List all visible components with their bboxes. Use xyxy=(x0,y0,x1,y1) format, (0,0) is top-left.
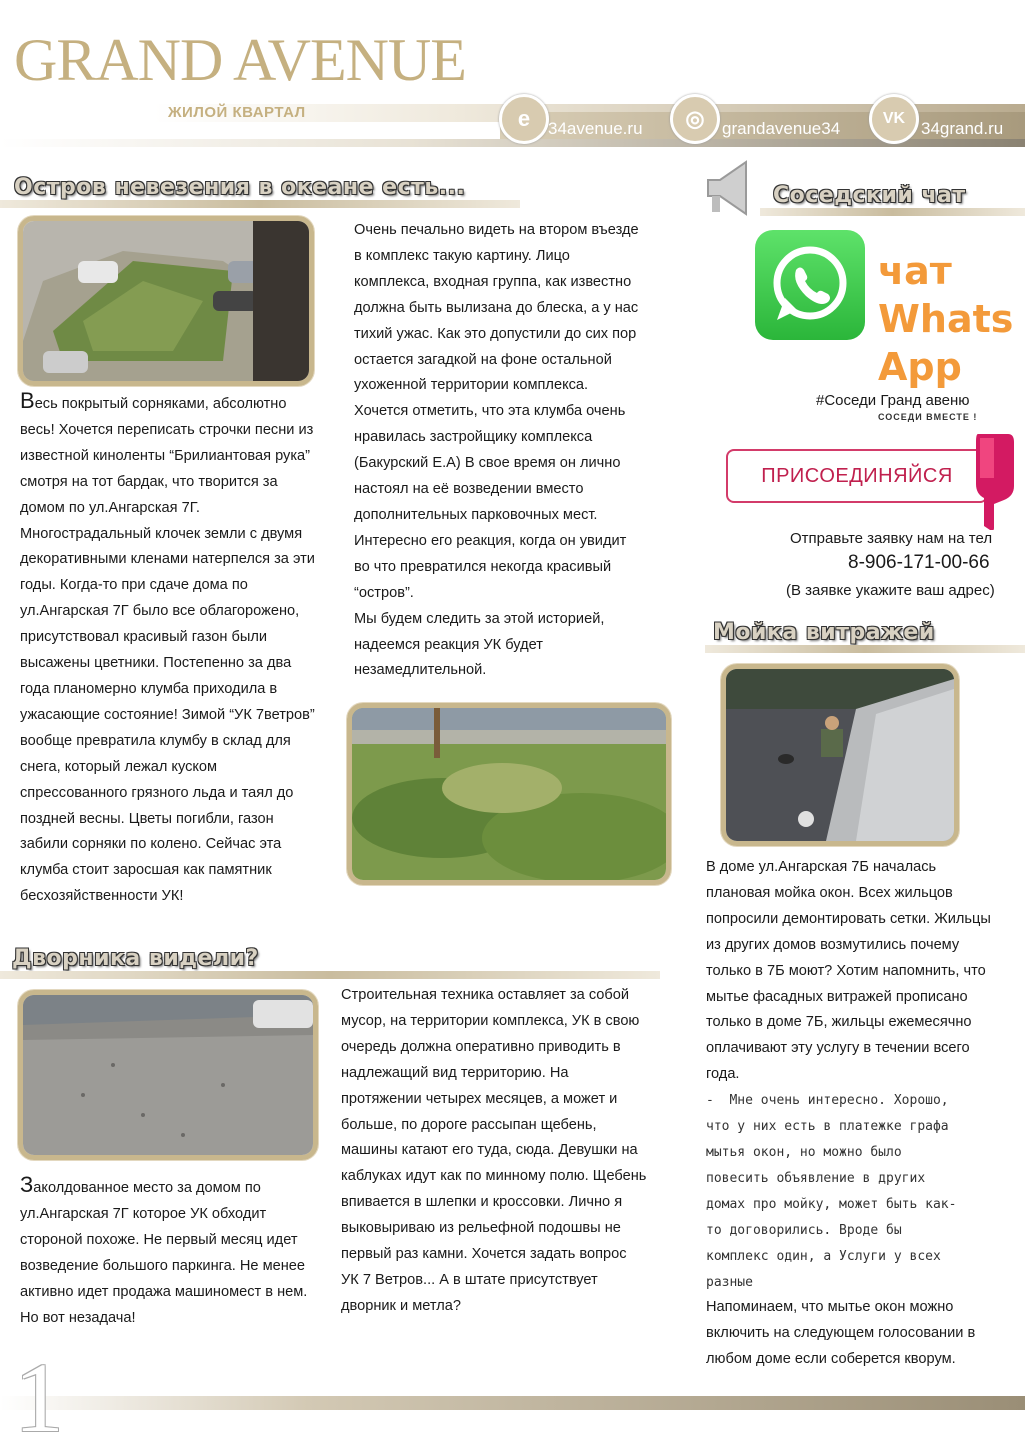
social-link-instagram[interactable]: grandavenue34 xyxy=(722,119,841,138)
quote-line: то договорились. Вроде бы xyxy=(706,1222,902,1238)
text-line: настоял на её возведении вместо xyxy=(354,481,584,498)
section-rule xyxy=(0,971,660,979)
text-line xyxy=(20,388,350,418)
text-line: комплекса, входная группа, как известно xyxy=(354,273,632,290)
social-link-website[interactable]: 34avenue.ru xyxy=(548,119,643,138)
text-line: машины катают его туда, сюда. Девушки на xyxy=(341,1142,638,1159)
text-line: забили сорняки по колено. Сейчас эта xyxy=(20,836,282,853)
text-line: в комплекс такую картину. Лицо xyxy=(354,247,570,264)
text-line: остается загадкой на фоне остальной xyxy=(354,351,612,368)
article-island-left xyxy=(20,388,350,910)
text-line: вообще превратила клумбу в склад для xyxy=(20,732,291,749)
quote-line: разные xyxy=(706,1274,753,1290)
whatsapp-word-whats: Whats xyxy=(878,297,1014,341)
text-line: очередь должна оперативно приводить в xyxy=(341,1038,621,1055)
text-line: возведение большого паркинга. Не менее xyxy=(20,1257,306,1274)
text-line: попросили демонтировать сетки. Жильцы xyxy=(706,910,991,927)
text-line: только в доме 7Б, жильцы ежемесячно xyxy=(706,1014,972,1031)
quote-line: мытья окон, но можно было xyxy=(706,1144,902,1160)
section-rule xyxy=(760,208,1025,216)
photo-flowerbed-weeds xyxy=(347,703,671,885)
address-note: (В заявке укажите ваш адрес) xyxy=(786,582,995,599)
window-washing-image xyxy=(726,669,954,841)
photo-gravel-road xyxy=(18,990,318,1160)
text-line-rest: аколдованное место за домом по xyxy=(33,1180,261,1196)
text-line: оплачивают эту услугу в течении всего xyxy=(706,1040,970,1057)
send-request-line: Отправьте заявку нам на тел xyxy=(790,530,993,547)
text-line: Хочется отметить, что эта клумба очень xyxy=(354,403,626,420)
whatsapp-logo[interactable] xyxy=(755,230,865,340)
quote-line: - Мне очень интересно. Хорошо, xyxy=(706,1093,949,1109)
text-line: любом доме если соберется кворум. xyxy=(706,1351,956,1368)
instagram-icon[interactable]: ◎ xyxy=(670,94,720,144)
photo-window-washing xyxy=(721,664,959,846)
text-line: Очень печально видеть на втором въезде xyxy=(354,222,639,238)
text-line: первый раз камни. Хочется задать вопрос xyxy=(341,1246,627,1263)
text-line: незамедлительной. xyxy=(354,662,487,679)
text-line: Интересно его реакция, когда он увидит xyxy=(354,532,627,549)
text-line: активно идет продажа машиномест в нем. xyxy=(20,1283,308,1300)
text-line: клумба стоит заросшая как памятник xyxy=(20,862,272,879)
section-title-janitor: Дворника видели? xyxy=(12,946,259,971)
quote-line: домах про мойку, может быть как- xyxy=(706,1196,957,1212)
text-line: известной киноленты “Брилиантовая рука” xyxy=(20,447,311,464)
text-line: из других домов возмутились почему xyxy=(706,936,960,953)
section-title-windows: Мойка витражей xyxy=(713,620,935,645)
text-line: мусор, на территории комплекса, УК в свою xyxy=(341,1012,640,1029)
drop-cap: В xyxy=(20,388,35,413)
text-line: дворник и метла? xyxy=(341,1297,461,1314)
whatsapp-word-app: App xyxy=(878,345,962,389)
chat-tagline: СОСЕДИ ВМЕСТЕ ! xyxy=(878,412,978,422)
text-line: мытье фасадных витражей прописано xyxy=(706,988,968,1005)
text-line: только в 7Б моют? Хотим напомнить, что xyxy=(706,962,986,979)
quote-line: повесить объявление в других xyxy=(706,1170,926,1186)
footer-band xyxy=(0,1396,1025,1410)
text-line: присутствовал красивый газон были xyxy=(20,629,267,646)
page-number: 1 xyxy=(14,1342,64,1453)
text-line: включить на следующем голосовании в xyxy=(706,1325,976,1342)
whatsapp-icon xyxy=(755,230,865,340)
flowerbed-weeds-image xyxy=(352,708,666,880)
section-rule xyxy=(705,645,1025,653)
article-janitor-right xyxy=(341,983,681,1320)
text-line: ухоженной территории комплекса. xyxy=(354,377,589,394)
flowerbed-aerial-image xyxy=(23,221,309,381)
ie-icon[interactable]: e xyxy=(499,94,549,144)
text-line: должна быть вылизана до блеска, а у нас xyxy=(354,299,639,316)
text-line: протяжении четырех месяцев, а может и xyxy=(341,1090,618,1107)
text-line: годы. Когда-то при сдаче дома по xyxy=(20,577,248,594)
text-line: года. xyxy=(706,1066,740,1083)
text-line: Многострадальный клочек земли с двумя xyxy=(20,525,303,542)
social-link-vk[interactable]: 34grand.ru xyxy=(921,119,1004,138)
text-line: ужасающие состояние! Зимой “УК 7ветров” xyxy=(20,706,315,723)
text-line xyxy=(20,1172,340,1202)
phone-number[interactable]: 8-906-171-00-66 xyxy=(848,552,990,573)
text-line: дополнительных парковочных мест. xyxy=(354,506,598,523)
pointing-hand-icon xyxy=(966,430,1018,530)
text-line: высажены цветники. Постепенно за два xyxy=(20,655,292,672)
article-windows xyxy=(706,855,1021,1373)
text-line: бесхозяйственности УК! xyxy=(20,888,184,905)
text-line-rest: есь покрытый сорняками, абсолютно xyxy=(34,396,287,412)
chat-hashtag: #Соседи Гранд авеню xyxy=(816,392,970,409)
text-line: декоративными кленами натерпелся за эти xyxy=(20,551,315,568)
quote-line: комплекс один, а Услуги у всех xyxy=(706,1248,941,1264)
text-line: домом по ул.Ангарская 7Г. xyxy=(20,499,200,516)
text-line: спрессованного грязного льда и таял до xyxy=(20,784,294,801)
photo-flowerbed-aerial xyxy=(18,216,314,386)
brand-logo: GRAND AVENUE xyxy=(14,27,466,93)
text-line: больше, по дороге рассыпан щебень, xyxy=(341,1116,597,1133)
section-title-chat: Соседский чат xyxy=(773,183,966,208)
text-line: Но вот незадача! xyxy=(20,1309,136,1326)
brand-subtitle: ЖИЛОЙ КВАРТАЛ xyxy=(168,104,306,121)
text-line: УК 7 Ветров... А в штате присутствует xyxy=(341,1271,598,1288)
text-line: во что превратился некогда красивый xyxy=(354,558,612,575)
text-line: нравилась застройщику комплекса xyxy=(354,429,593,446)
section-rule xyxy=(0,200,520,208)
text-line: (Бакурский Е.А) В свое время он лично xyxy=(354,455,621,472)
vk-icon[interactable]: VK xyxy=(869,94,919,144)
text-line: Строительная техника оставляет за собой xyxy=(341,987,630,1003)
megaphone-icon xyxy=(700,156,760,220)
text-line: поздней весны. Цветы погибли, газон xyxy=(20,810,274,827)
text-line: надлежащий вид территорию. На xyxy=(341,1064,569,1081)
quote-line: что у них есть в платежке графа xyxy=(706,1119,949,1135)
text-line: весь! Хочется переписать строчки песни из xyxy=(20,421,314,438)
section-title-island: Остров невезения в океане есть... xyxy=(14,175,466,200)
join-button[interactable]: ПРИСОЕДИНЯЙСЯ xyxy=(726,449,988,503)
article-janitor-left xyxy=(20,1172,340,1331)
text-line: плановая мойка окон. Всех жильцов xyxy=(706,884,953,901)
text-line: выковыриваю из рельефной подошвы не xyxy=(341,1220,621,1237)
text-line: В доме ул.Ангарская 7Б началась xyxy=(706,859,937,875)
text-line: снега, который лежал куском xyxy=(20,758,218,775)
gravel-road-image xyxy=(23,995,313,1155)
text-line: ул.Ангарская 7Г которое УК обходит xyxy=(20,1205,267,1222)
text-line: Напоминаем, что мытье окон можно xyxy=(706,1299,954,1316)
text-line: “остров”. xyxy=(354,584,414,601)
text-line: Мы будем следить за этой историей, xyxy=(354,610,605,627)
text-line: надеемся реакция УК будет xyxy=(354,636,543,653)
text-line: года планомерно клумба приходила в xyxy=(20,680,278,697)
text-line: каблуках идут как по минному полю. Щебень xyxy=(341,1168,647,1185)
article-island-right xyxy=(354,218,684,684)
drop-cap: З xyxy=(20,1172,34,1197)
text-line: впивается в шлепки и кроссовки. Лично я xyxy=(341,1194,623,1211)
text-line: смотря на тот бардак, что творится за xyxy=(20,473,278,490)
text-line: стороной похоже. Не первый месяц идет xyxy=(20,1231,298,1248)
text-line: тихий ужас. Как это допустили до сих пор xyxy=(354,325,637,342)
text-line: ул.Ангарская 7Г было все облагорожено, xyxy=(20,603,300,620)
whatsapp-word-chat: чат xyxy=(878,249,952,293)
